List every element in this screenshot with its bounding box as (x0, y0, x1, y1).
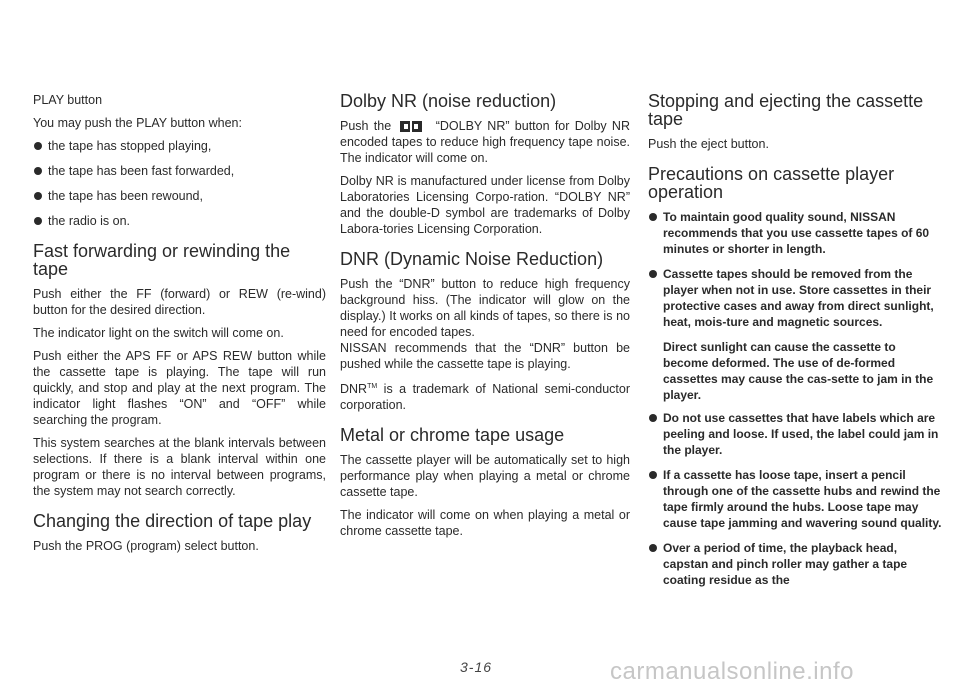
metal-heading: Metal or chrome tape usage (340, 425, 565, 446)
metal-paragraph-2: The indicator will come on when playing a metal or chrome cassette tape. (340, 508, 630, 539)
dolby-heading: Dolby NR (noise reduction) (340, 91, 557, 111)
direction-paragraph: Push the PROG (program) select button. (33, 539, 259, 553)
fast-forward-paragraph-4: This system searches at the blank intervals between selections. If there is a blank interval within one program or there is no interval between programs, the system may not search correctly. (33, 436, 326, 498)
precautions-heading: Precautions on cassette player operation (648, 164, 895, 202)
column-middle (340, 92, 630, 546)
dnr-paragraph-2: NISSAN recommends that the “DNR” button be pushed while the cassette tape is playing. (340, 341, 630, 371)
play-button-heading: PLAY button (33, 93, 103, 107)
fast-forward-paragraph-3: Push either the APS FF or APS REW button while the cassette tape is playing. The tape will run quickly, and stop and play at the next program. The indicator light flashes “ON” and “OFF” while searching the program. (33, 349, 326, 427)
dnr-heading: DNR (Dynamic Noise Reduction) (340, 249, 604, 269)
precaution-bullet-5: Over a period of time, the playback head, capstan and pinch roller may gather a tape coating residue as the (648, 540, 944, 588)
precaution-bullet-3: Do not use cassettes that have labels which are peeling and loose. If used, the label could jam in the player. (648, 410, 944, 458)
fast-forward-paragraph-2: The indicator light on the switch will come on. (33, 326, 284, 340)
fast-forward-heading: Fast forwarding or rewinding the tape (33, 241, 291, 279)
stopping-heading: Stopping and ejecting the cassette tape (648, 91, 924, 129)
dolby-paragraph-2: Dolby NR is manufactured under license from Dolby Laboratories Licensing Corpo-ration. “DOLBY NR” and the double-D symbol are trademarks of Dolby Labora-tories Licensing Corporation. (340, 174, 630, 236)
dolby-paragraph-1 (340, 118, 630, 166)
play-bullet-4: the radio is on. (33, 213, 326, 229)
dnr-paragraph-3 (340, 379, 630, 413)
dnr-trademark-a: DNR (340, 382, 368, 397)
play-bullet-3: the tape has been rewound, (33, 188, 326, 204)
dolby-text-b: “DOLBY NR” button for Dolby NR encoded tapes to reduce high frequency tape noise. The indicator will come on. (340, 119, 630, 165)
direction-heading: Changing the direction of tape play (33, 511, 312, 531)
stopping-paragraph: Push the eject button. (648, 137, 769, 151)
play-intro: You may push the PLAY button when: (33, 116, 242, 130)
watermark: carmanualsonline.info (610, 658, 854, 685)
precaution-bullet-1: To maintain good quality sound, NISSAN recommends that you use cassette tapes of 60 minutes or shorter in length. (648, 209, 944, 257)
page-number: 3-16 (460, 659, 493, 675)
fast-forward-paragraph-1: Push either the FF (forward) or REW (re-wind) button for the desired direction. (33, 287, 326, 317)
play-bullet-1: the tape has stopped playing, (33, 138, 326, 154)
precaution-sub-paragraph: Direct sunlight can cause the cassette to become deformed. The use of de-formed cassettes may cause the cas-sette to jam in the player. (663, 340, 934, 402)
dnr-trademark-b: is a trademark of National semi-conductor corporation. (340, 382, 630, 413)
dolby-text-a: Push the (340, 119, 392, 133)
precaution-bullet-4: If a cassette has loose tape, insert a pencil through one of the cassette hubs and rewind the tape firmly around the hubs. Loose tape may cause tape jamming and wavering sound quality. (648, 467, 944, 531)
column-left (33, 92, 326, 561)
trademark-symbol: TM (367, 383, 378, 390)
metal-paragraph-1: The cassette player will be automatically set to high performance play when playing a metal or chrome cassette tape. (340, 453, 630, 500)
play-bullet-2: the tape has been fast forwarded, (33, 163, 326, 179)
column-right (648, 92, 944, 597)
double-d-icon (400, 121, 422, 132)
dnr-paragraph-1: Push the “DNR” button to reduce high frequency background hiss. (The indicator will glow on the display.) It works on all kinds of tapes, so there is no need for encoded tapes. (340, 277, 630, 339)
precaution-bullet-2: Cassette tapes should be removed from the player when not in use. Store cassettes in their protective cases and away from direct sunlight, heat, mois-ture and magnetic sources. (648, 266, 944, 330)
